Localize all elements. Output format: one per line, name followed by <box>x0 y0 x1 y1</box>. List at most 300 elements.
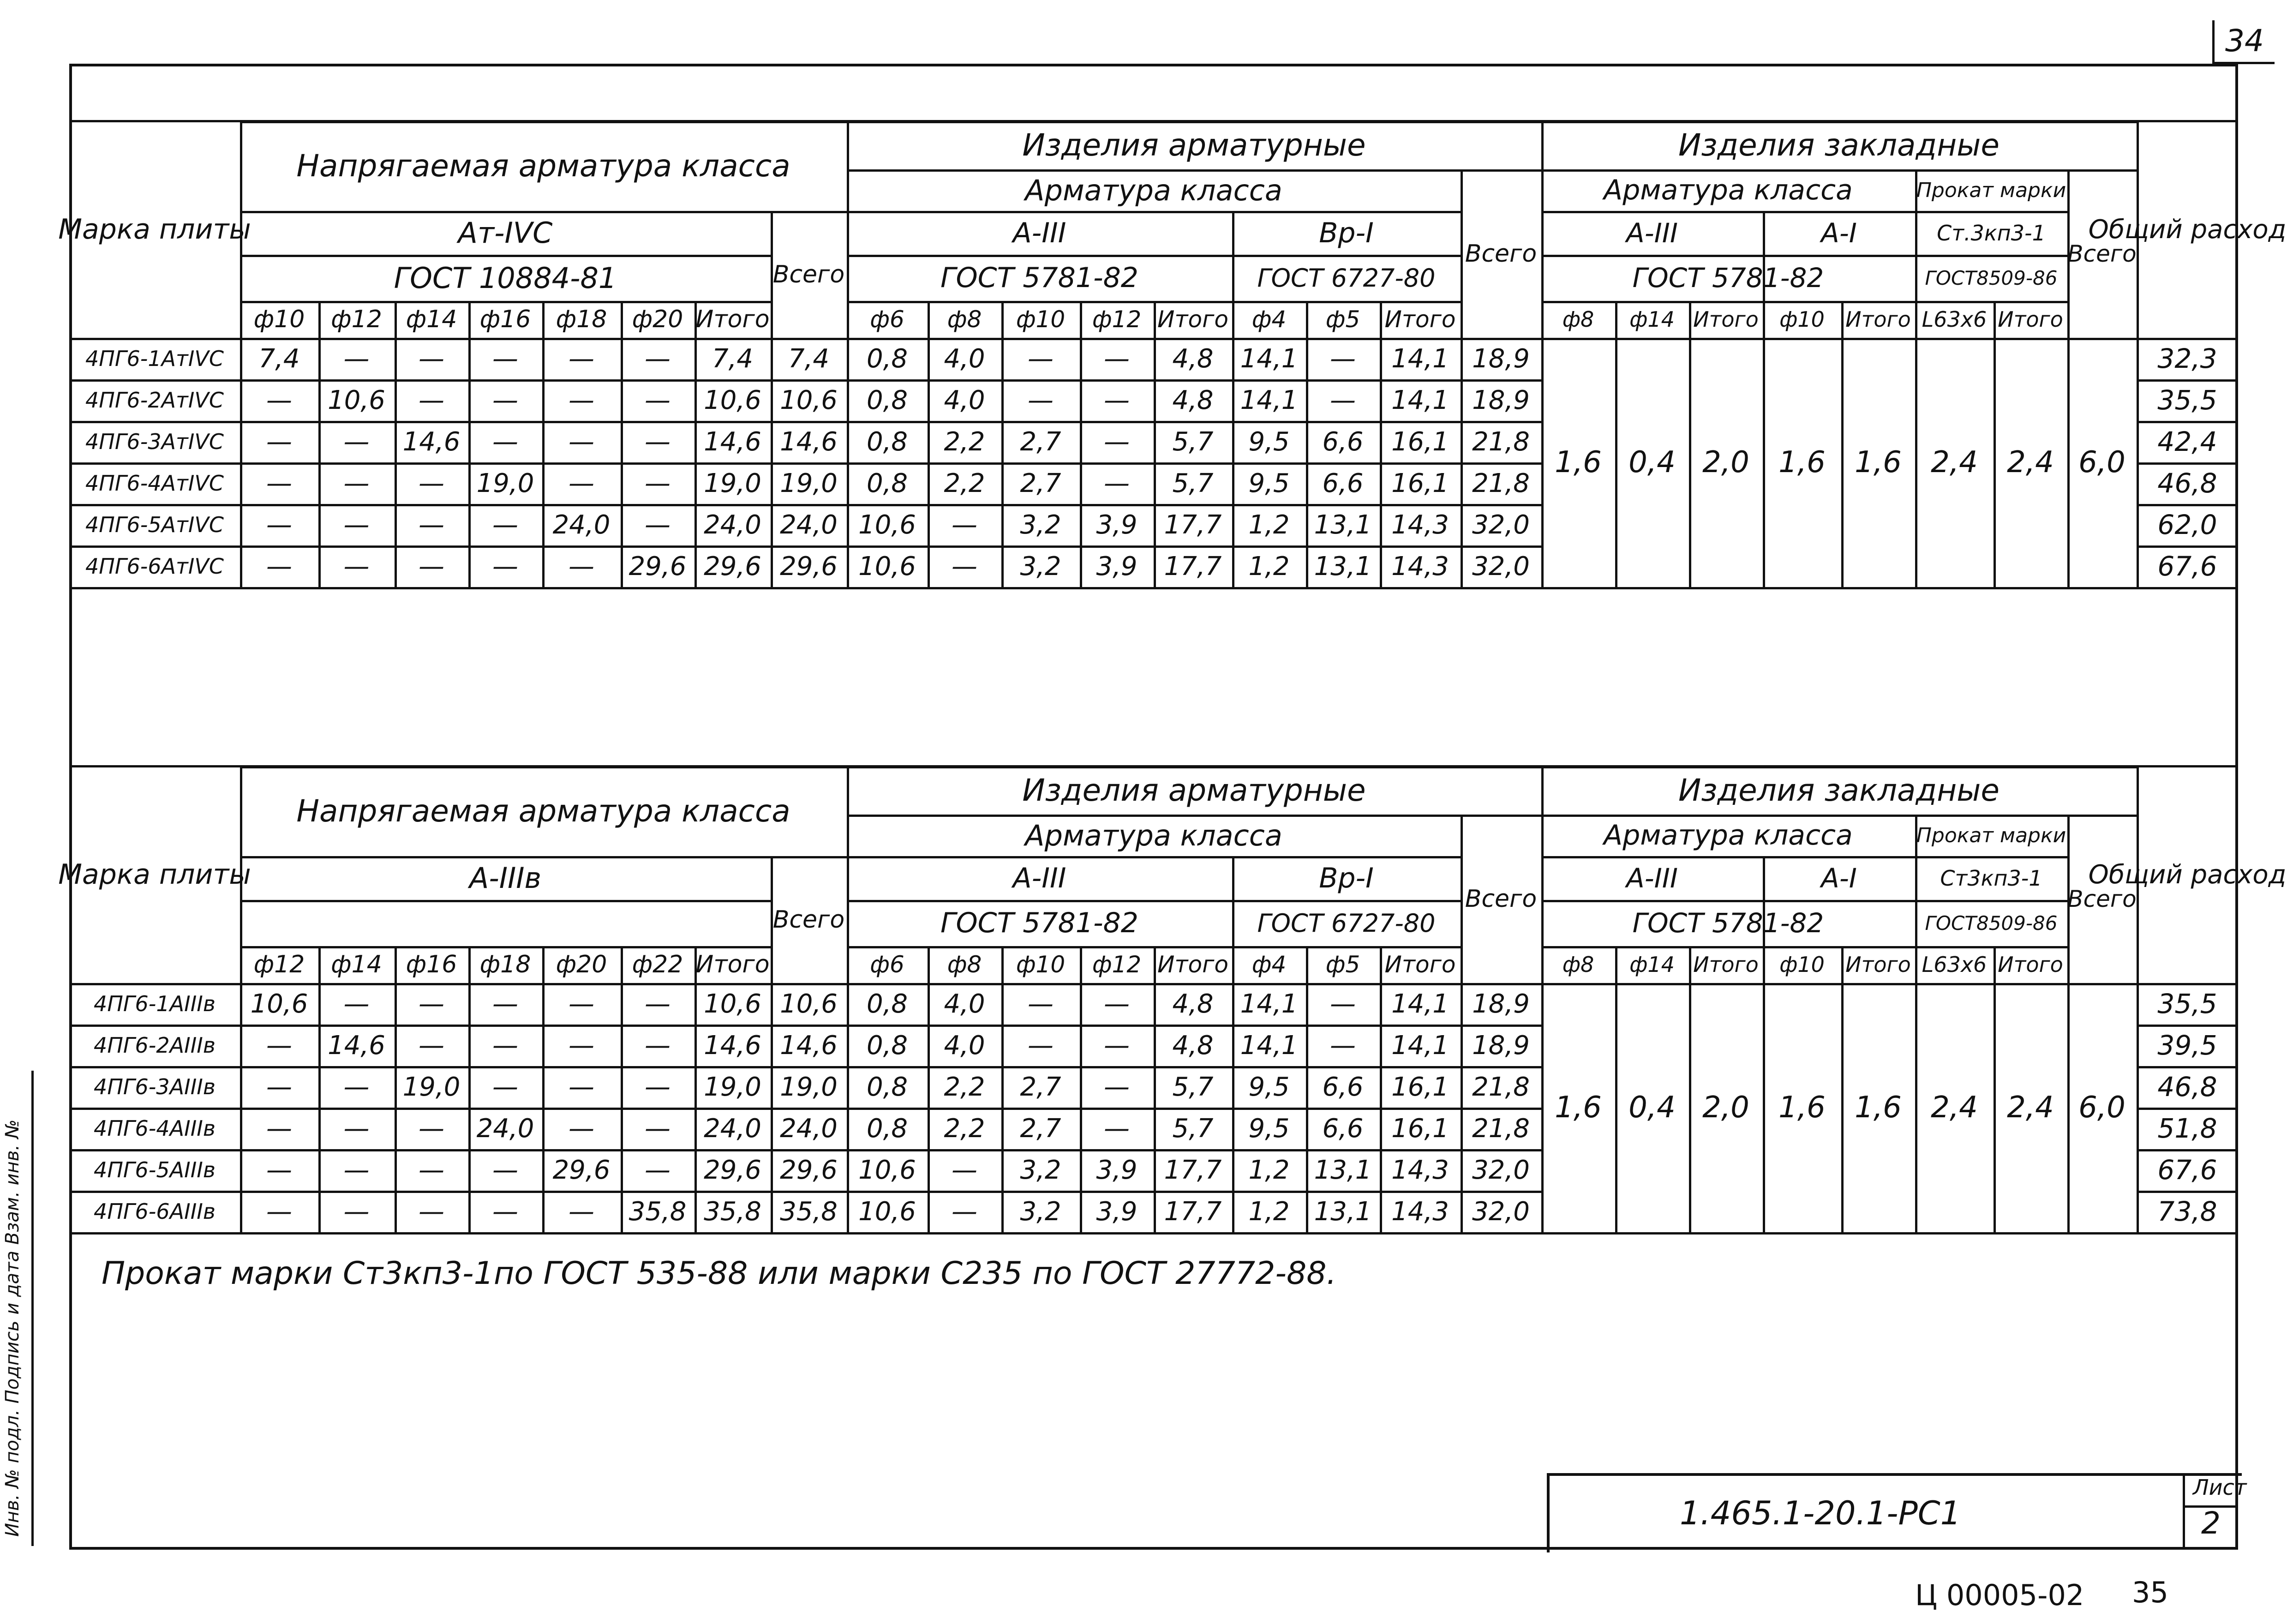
embedded-value: 2,0 <box>1702 1091 1749 1125</box>
prestressed-class: Ат-IVC <box>458 216 553 250</box>
rebar-value: — <box>1330 1030 1356 1061</box>
archive-page-number: 35 <box>2132 1576 2168 1609</box>
rebar-value: 4,0 <box>944 989 985 1019</box>
embedded-col-header: ф14 <box>1629 307 1675 332</box>
prestressed-value: — <box>492 426 518 457</box>
rebar-value: 14,1 <box>1391 989 1449 1019</box>
prestressed-value: — <box>266 509 292 540</box>
prestressed-total-value: 29,6 <box>780 1155 838 1185</box>
prestressed-total-value: 7,4 <box>788 343 830 374</box>
prestressed-value: 24,0 <box>704 509 761 540</box>
prestressed-value: — <box>343 468 370 498</box>
rebar-value: — <box>1104 468 1130 498</box>
rebar-value: 2,2 <box>944 468 985 498</box>
embedded-total-value: 6,0 <box>2078 1091 2125 1125</box>
prestressed-value: — <box>569 1030 594 1061</box>
rebar-value: — <box>952 551 977 581</box>
total-consumption-value: 73,8 <box>2157 1196 2217 1227</box>
rebar-value: 16,1 <box>1391 426 1449 457</box>
prestressed-value: 29,6 <box>629 551 687 581</box>
rebar-value: — <box>1330 385 1356 415</box>
prestressed-col-header: ф20 <box>556 951 607 978</box>
rebar-value: — <box>1028 989 1054 1019</box>
rebar-value: 5,7 <box>1172 426 1214 457</box>
prestressed-total-value: 24,0 <box>780 1113 838 1144</box>
prestressed-col-header: ф10 <box>253 306 305 333</box>
rebar-value: 3,9 <box>1096 551 1138 581</box>
embedded-total-header: Всего <box>2067 885 2137 912</box>
prestressed-total-value: 19,0 <box>780 1072 838 1102</box>
plate-mark: 4ПГ6-6АтIVC <box>85 554 224 579</box>
prestressed-col-header: ф12 <box>331 306 382 333</box>
prestressed-value: — <box>645 1072 671 1102</box>
prestressed-col-header: ф20 <box>632 306 683 333</box>
prestressed-value: — <box>492 509 518 540</box>
rebar-value: 14,1 <box>1391 1030 1449 1061</box>
prestressed-value: — <box>569 343 594 374</box>
prestressed-value: — <box>266 426 292 457</box>
rebar-value: — <box>1330 343 1356 374</box>
prestressed-value: — <box>569 1196 594 1227</box>
prestressed-class: А-IIIв <box>469 861 542 895</box>
embedded-a1-header: А-I <box>1821 217 1857 249</box>
rebar-value: 14,1 <box>1391 385 1449 415</box>
rebar-col-header: ф10 <box>1016 306 1066 333</box>
prestressed-value: — <box>645 1155 671 1185</box>
rebar-value: 16,1 <box>1391 1113 1449 1144</box>
total-consumption-header: Общий расход <box>2088 859 2287 890</box>
prestressed-col-header: ф18 <box>556 306 607 333</box>
prestressed-value: — <box>492 1030 518 1061</box>
rebar-value: — <box>1028 385 1054 415</box>
rebar-value: 0,8 <box>866 426 908 457</box>
total-consumption-header: Общий расход <box>2088 214 2287 245</box>
rebar-value: — <box>1104 989 1130 1019</box>
prestressed-value: — <box>492 989 518 1019</box>
rebar-value: 6,6 <box>1322 1072 1364 1102</box>
rebar-total-value: 18,9 <box>1472 385 1530 415</box>
plate-mark: 4ПГ6-2АтIVC <box>85 388 224 413</box>
prestressed-value: — <box>343 426 370 457</box>
prestressed-value: — <box>645 1030 671 1061</box>
rebar-value: 13,1 <box>1314 551 1372 581</box>
rebar-value: 1,2 <box>1248 1196 1290 1227</box>
prestressed-value: — <box>645 426 671 457</box>
prestressed-value: 14,6 <box>704 1030 761 1061</box>
rebar-value: 5,7 <box>1172 1072 1214 1102</box>
prestressed-value: — <box>343 551 370 581</box>
embedded-value: 2,4 <box>1931 1091 1978 1125</box>
prestressed-value: — <box>492 1155 518 1185</box>
prestressed-value: 14,6 <box>402 426 461 457</box>
plate-mark: 4ПГ6-6АIIIв <box>94 1199 216 1224</box>
prestressed-value: — <box>645 509 671 540</box>
rebar-value: 3,9 <box>1096 509 1138 540</box>
embedded-rebar-class-header: Арматура класса <box>1604 819 1853 851</box>
rebar-value: 1,2 <box>1248 509 1290 540</box>
prestressed-value: — <box>419 1030 444 1061</box>
rebar-total-value: 32,0 <box>1472 509 1530 540</box>
plate-mark: 4ПГ6-1АтIVC <box>85 346 224 371</box>
rebar-col-header: Итого <box>1157 951 1228 978</box>
rebar-value: 0,8 <box>866 1072 908 1102</box>
prestressed-col-header: Итого <box>695 951 770 978</box>
rebar-total-value: 21,8 <box>1472 468 1530 498</box>
rebar-value: — <box>1028 343 1054 374</box>
rebar-value: — <box>1104 1030 1130 1061</box>
embedded-gost-5781: ГОСТ 5781-82 <box>1632 262 1824 294</box>
rebar-value: 16,1 <box>1391 1072 1449 1102</box>
rebar-col-header: ф12 <box>1092 306 1142 333</box>
rebar-value: 17,7 <box>1164 509 1222 540</box>
rebar-value: 9,5 <box>1248 426 1290 457</box>
prestressed-value: — <box>343 1196 370 1227</box>
prestressed-value: — <box>645 468 671 498</box>
prestressed-value: — <box>343 1113 370 1144</box>
prestressed-col-header: ф22 <box>632 951 683 978</box>
prestressed-value: — <box>266 1155 292 1185</box>
embedded-gost-8509: ГОСТ8509-86 <box>1925 266 2058 289</box>
embedded-col-header: ф14 <box>1629 952 1675 977</box>
rebar-value: — <box>952 1196 977 1227</box>
plate-mark: 4ПГ6-5АIIIв <box>94 1157 216 1182</box>
rebar-value: 5,7 <box>1172 1113 1214 1144</box>
prestressed-value: — <box>266 1196 292 1227</box>
rebar-total-value: 32,0 <box>1472 1196 1530 1227</box>
prestressed-col-header: ф16 <box>479 306 531 333</box>
plate-mark: 4ПГ6-3АтIVC <box>85 429 224 454</box>
total-consumption-value: 42,4 <box>2157 426 2217 457</box>
prestressed-col-header: ф14 <box>406 306 457 333</box>
embedded-value: 0,4 <box>1628 445 1676 479</box>
rebar-total-value: 21,8 <box>1472 1113 1530 1144</box>
prestressed-value: — <box>569 385 594 415</box>
prestressed-col-header: ф18 <box>479 951 531 978</box>
embedded-col-header: L63х6 <box>1922 952 1987 977</box>
rebar-value: 14,3 <box>1391 1155 1449 1185</box>
prestressed-value: 24,0 <box>476 1113 534 1144</box>
embedded-profile-header: Прокат марки <box>1916 178 2066 202</box>
prestressed-total-value: 10,6 <box>780 385 838 415</box>
total-consumption-value: 35,5 <box>2157 384 2217 416</box>
embedded-col-header: ф10 <box>1779 952 1825 977</box>
rebar-total-value: 18,9 <box>1472 989 1530 1019</box>
embedded-steel-grade: Ст3кп3-1 <box>1940 865 2042 891</box>
embedded-a3-header: А-III <box>1626 217 1678 249</box>
total-consumption-value: 62,0 <box>2157 509 2217 540</box>
embedded-total-header: Всего <box>2067 240 2137 267</box>
total-consumption-value: 35,5 <box>2157 988 2217 1019</box>
rebar-col-header: ф12 <box>1092 951 1142 978</box>
rebar-value: 17,7 <box>1164 1155 1222 1185</box>
rebar-total-value: 21,8 <box>1472 1072 1530 1102</box>
rebar-value: 4,0 <box>944 1030 985 1061</box>
rebar-value: 3,2 <box>1020 1155 1061 1185</box>
embedded-value: 0,4 <box>1628 1091 1676 1125</box>
rebar-value: — <box>952 1155 977 1185</box>
rebar-value: 4,0 <box>944 385 985 415</box>
prestressed-total-value: 14,6 <box>780 426 838 457</box>
embedded-value: 1,6 <box>1778 1091 1826 1125</box>
embedded-profile-header: Прокат марки <box>1916 823 2066 847</box>
embedded-value: 2,4 <box>2007 445 2054 479</box>
document-code: 1.465.1-20.1-РС1 <box>1680 1494 1961 1532</box>
rebar-value: 1,2 <box>1248 1155 1290 1185</box>
prestressed-value: 24,0 <box>552 509 611 540</box>
total-consumption-value: 46,8 <box>2157 467 2217 499</box>
prestressed-value: — <box>645 385 671 415</box>
prestressed-value: — <box>569 468 594 498</box>
rebar-value: 0,8 <box>866 1030 908 1061</box>
prestressed-value: 24,0 <box>704 1113 761 1144</box>
rebar-value: 14,1 <box>1240 343 1298 374</box>
prestressed-value: — <box>569 1072 594 1102</box>
rebar-value: 4,8 <box>1172 385 1214 415</box>
rebar-value: 10,6 <box>858 551 916 581</box>
rebar-value: — <box>1104 385 1130 415</box>
rebar-value: 13,1 <box>1314 509 1372 540</box>
rebar-value: 13,1 <box>1314 1196 1372 1227</box>
rebar-value: 9,5 <box>1248 1072 1290 1102</box>
prestressed-value: 29,6 <box>704 1155 761 1185</box>
prestressed-value: 7,4 <box>712 343 754 374</box>
prestressed-value: — <box>343 1072 370 1102</box>
embedded-value: 1,6 <box>1555 445 1602 479</box>
rebar-value: 2,7 <box>1020 426 1061 457</box>
prestressed-value: — <box>343 343 370 374</box>
prestressed-value: 7,4 <box>258 343 300 374</box>
rebar-col-header: ф10 <box>1016 951 1066 978</box>
prestressed-total-value: 35,8 <box>780 1196 838 1227</box>
approval-sidebar-text: Инв. № подл. Подпись и дата Взам. инв. № <box>2 1119 23 1537</box>
prestressed-value: — <box>419 551 444 581</box>
rebar-value: 3,2 <box>1020 509 1061 540</box>
prestressed-col-header: ф14 <box>331 951 382 978</box>
rebar-a3-header: А-III <box>1012 862 1066 894</box>
rebar-value: 14,3 <box>1391 509 1449 540</box>
prestressed-group-header: Напрягаемая арматура класса <box>296 148 790 184</box>
top-page-number: 34 <box>2212 20 2275 64</box>
rebar-value: 0,8 <box>866 989 908 1019</box>
prestressed-value: — <box>419 468 444 498</box>
rebar-value: 4,8 <box>1172 1030 1214 1061</box>
prestressed-value: — <box>266 385 292 415</box>
prestressed-value: 35,8 <box>629 1196 687 1227</box>
sheet-label: Лист <box>2193 1475 2247 1500</box>
rebar-col-header: ф6 <box>870 306 904 333</box>
prestressed-value: — <box>492 343 518 374</box>
prestressed-value: — <box>419 1113 444 1144</box>
rebar-col-header: ф4 <box>1251 306 1287 333</box>
embedded-col-header: ф8 <box>1562 307 1594 332</box>
total-consumption-value: 67,6 <box>2157 551 2217 582</box>
prestressed-value: 19,0 <box>476 468 534 498</box>
prestressed-value: — <box>645 989 671 1019</box>
rebar-a3-gost: ГОСТ 5781-82 <box>940 262 1138 294</box>
prestressed-total-header: Всего <box>772 905 845 934</box>
rebar-value: 14,1 <box>1240 1030 1298 1061</box>
embedded-col-header: ф10 <box>1779 307 1825 332</box>
mark-column-header: Марка плиты <box>58 858 251 891</box>
rebar-value: 14,3 <box>1391 1196 1449 1227</box>
embedded-gost-5781: ГОСТ 5781-82 <box>1632 907 1824 939</box>
rebar-value: 2,2 <box>944 1113 985 1144</box>
rebar-total-header: Всего <box>1465 885 1537 913</box>
prestressed-value: — <box>492 1072 518 1102</box>
prestressed-value: — <box>266 1072 292 1102</box>
prestressed-value: — <box>645 343 671 374</box>
prestressed-value: 29,6 <box>704 551 761 581</box>
total-consumption-value: 39,5 <box>2157 1030 2217 1061</box>
rebar-a3-header: А-III <box>1012 216 1066 249</box>
plate-mark: 4ПГ6-4АтIVC <box>85 471 224 496</box>
embedded-steel-grade: Ст.3кп3-1 <box>1937 220 2046 246</box>
prestressed-value: — <box>569 989 594 1019</box>
rebar-total-value: 32,0 <box>1472 1155 1530 1185</box>
rebar-value: — <box>1104 426 1130 457</box>
prestressed-col-header: Итого <box>695 306 770 333</box>
prestressed-total-value: 14,6 <box>780 1030 838 1061</box>
rebar-products-group-header: Изделия арматурные <box>1022 773 1366 808</box>
embedded-a3-header: А-III <box>1626 862 1678 894</box>
prestressed-value: 19,0 <box>704 1072 761 1102</box>
prestressed-value: — <box>343 509 370 540</box>
rebar-total-value: 32,0 <box>1472 551 1530 581</box>
rebar-value: 4,0 <box>944 343 985 374</box>
rebar-value: 14,1 <box>1240 989 1298 1019</box>
prestressed-value: — <box>343 1155 370 1185</box>
plate-mark: 4ПГ6-4АIIIв <box>94 1116 216 1141</box>
prestressed-value: — <box>569 551 594 581</box>
rebar-vr1-header: Вр-I <box>1319 216 1374 249</box>
prestressed-col-header: ф16 <box>406 951 457 978</box>
prestressed-total-header: Всего <box>772 260 845 288</box>
rebar-value: 10,6 <box>858 1196 916 1227</box>
sheet-number: 2 <box>2201 1505 2221 1541</box>
footnote: Прокат марки Ст3кп3-1по ГОСТ 535-88 или марки С235 по ГОСТ 27772-88. <box>102 1255 1337 1292</box>
plate-mark: 4ПГ6-1АIIIв <box>94 991 216 1016</box>
rebar-class-header: Арматура класса <box>1025 818 1282 852</box>
rebar-col-header: Итого <box>1384 306 1456 333</box>
rebar-value: 3,2 <box>1020 1196 1061 1227</box>
prestressed-value: — <box>492 551 518 581</box>
embedded-value: 1,6 <box>1555 1091 1602 1125</box>
embedded-value: 1,6 <box>1855 1091 1902 1125</box>
rebar-value: 0,8 <box>866 343 908 374</box>
rebar-total-value: 18,9 <box>1472 343 1530 374</box>
prestressed-value: 10,6 <box>704 989 761 1019</box>
rebar-class-header: Арматура класса <box>1025 173 1282 207</box>
rebar-products-group-header: Изделия арматурные <box>1022 127 1366 163</box>
prestressed-value: — <box>266 1030 292 1061</box>
embedded-gost-8509: ГОСТ8509-86 <box>1925 911 2058 935</box>
plate-mark: 4ПГ6-2АIIIв <box>94 1033 216 1058</box>
prestressed-value: — <box>645 1113 671 1144</box>
prestressed-value: 14,6 <box>704 426 761 457</box>
rebar-value: 2,7 <box>1020 1113 1061 1144</box>
rebar-value: 9,5 <box>1248 1113 1290 1144</box>
total-consumption-value: 46,8 <box>2157 1071 2217 1103</box>
rebar-value: 2,7 <box>1020 468 1061 498</box>
embedded-value: 2,4 <box>1931 445 1978 479</box>
prestressed-value: — <box>343 989 370 1019</box>
embedded-value: 2,0 <box>1702 445 1749 479</box>
prestressed-value: 29,6 <box>552 1155 611 1185</box>
rebar-value: 14,1 <box>1240 385 1298 415</box>
rebar-value: 0,8 <box>866 1113 908 1144</box>
rebar-value: 14,1 <box>1391 343 1449 374</box>
prestressed-value: 14,6 <box>328 1030 385 1061</box>
prestressed-value: — <box>569 426 594 457</box>
prestressed-value: 10,6 <box>250 989 308 1019</box>
embedded-col-header: Итого <box>1693 952 1759 977</box>
rebar-value: 1,2 <box>1248 551 1290 581</box>
prestressed-value: — <box>419 343 444 374</box>
rebar-value: 6,6 <box>1322 426 1364 457</box>
rebar-value: — <box>1104 1072 1130 1102</box>
embedded-col-header: Итого <box>1998 952 2063 977</box>
rebar-value: 6,6 <box>1322 468 1364 498</box>
rebar-col-header: ф5 <box>1325 306 1360 333</box>
prestressed-value: — <box>266 551 292 581</box>
rebar-value: 3,9 <box>1096 1196 1138 1227</box>
embedded-value: 1,6 <box>1778 445 1826 479</box>
rebar-col-header: ф8 <box>947 951 982 978</box>
rebar-total-value: 21,8 <box>1472 426 1530 457</box>
rebar-col-header: ф4 <box>1251 951 1287 978</box>
plate-mark: 4ПГ6-5АтIVC <box>85 512 224 537</box>
rebar-value: — <box>1330 989 1356 1019</box>
prestressed-value: — <box>419 1155 444 1185</box>
prestressed-value: — <box>419 509 444 540</box>
embedded-col-header: Итого <box>1845 952 1911 977</box>
rebar-value: — <box>952 509 977 540</box>
total-consumption-value: 51,8 <box>2157 1113 2217 1144</box>
rebar-value: 3,2 <box>1020 551 1061 581</box>
prestressed-total-value: 19,0 <box>780 468 838 498</box>
embedded-col-header: Итого <box>1998 307 2063 332</box>
rebar-value: 4,8 <box>1172 343 1214 374</box>
approval-sidebar-cells <box>31 1075 72 1550</box>
embedded-col-header: Итого <box>1845 307 1911 332</box>
rebar-value: 0,8 <box>866 385 908 415</box>
prestressed-value: — <box>569 1113 594 1144</box>
rebar-vr1-gost: ГОСТ 6727-80 <box>1257 263 1436 293</box>
rebar-col-header: ф8 <box>947 306 982 333</box>
rebar-value: 16,1 <box>1391 468 1449 498</box>
prestressed-gost: ГОСТ 10884-81 <box>394 261 617 295</box>
prestressed-value: — <box>492 1196 518 1227</box>
embedded-total-value: 6,0 <box>2078 445 2125 479</box>
embedded-col-header: L63х6 <box>1922 307 1987 332</box>
rebar-total-value: 18,9 <box>1472 1030 1530 1061</box>
rebar-total-header: Всего <box>1465 240 1537 268</box>
rebar-value: 4,8 <box>1172 989 1214 1019</box>
rebar-value: — <box>1104 343 1130 374</box>
rebar-value: 2,2 <box>944 1072 985 1102</box>
prestressed-value: 10,6 <box>328 385 385 415</box>
rebar-col-header: ф5 <box>1325 951 1360 978</box>
rebar-value: 6,6 <box>1322 1113 1364 1144</box>
embedded-items-group-header: Изделия закладные <box>1678 773 2000 808</box>
rebar-vr1-gost: ГОСТ 6727-80 <box>1257 908 1436 938</box>
rebar-value: 10,6 <box>858 509 916 540</box>
plate-mark: 4ПГ6-3АIIIв <box>94 1074 216 1099</box>
prestressed-value: 19,0 <box>402 1072 461 1102</box>
rebar-value: — <box>1104 1113 1130 1144</box>
rebar-col-header: Итого <box>1157 306 1228 333</box>
embedded-col-header: Итого <box>1693 307 1759 332</box>
